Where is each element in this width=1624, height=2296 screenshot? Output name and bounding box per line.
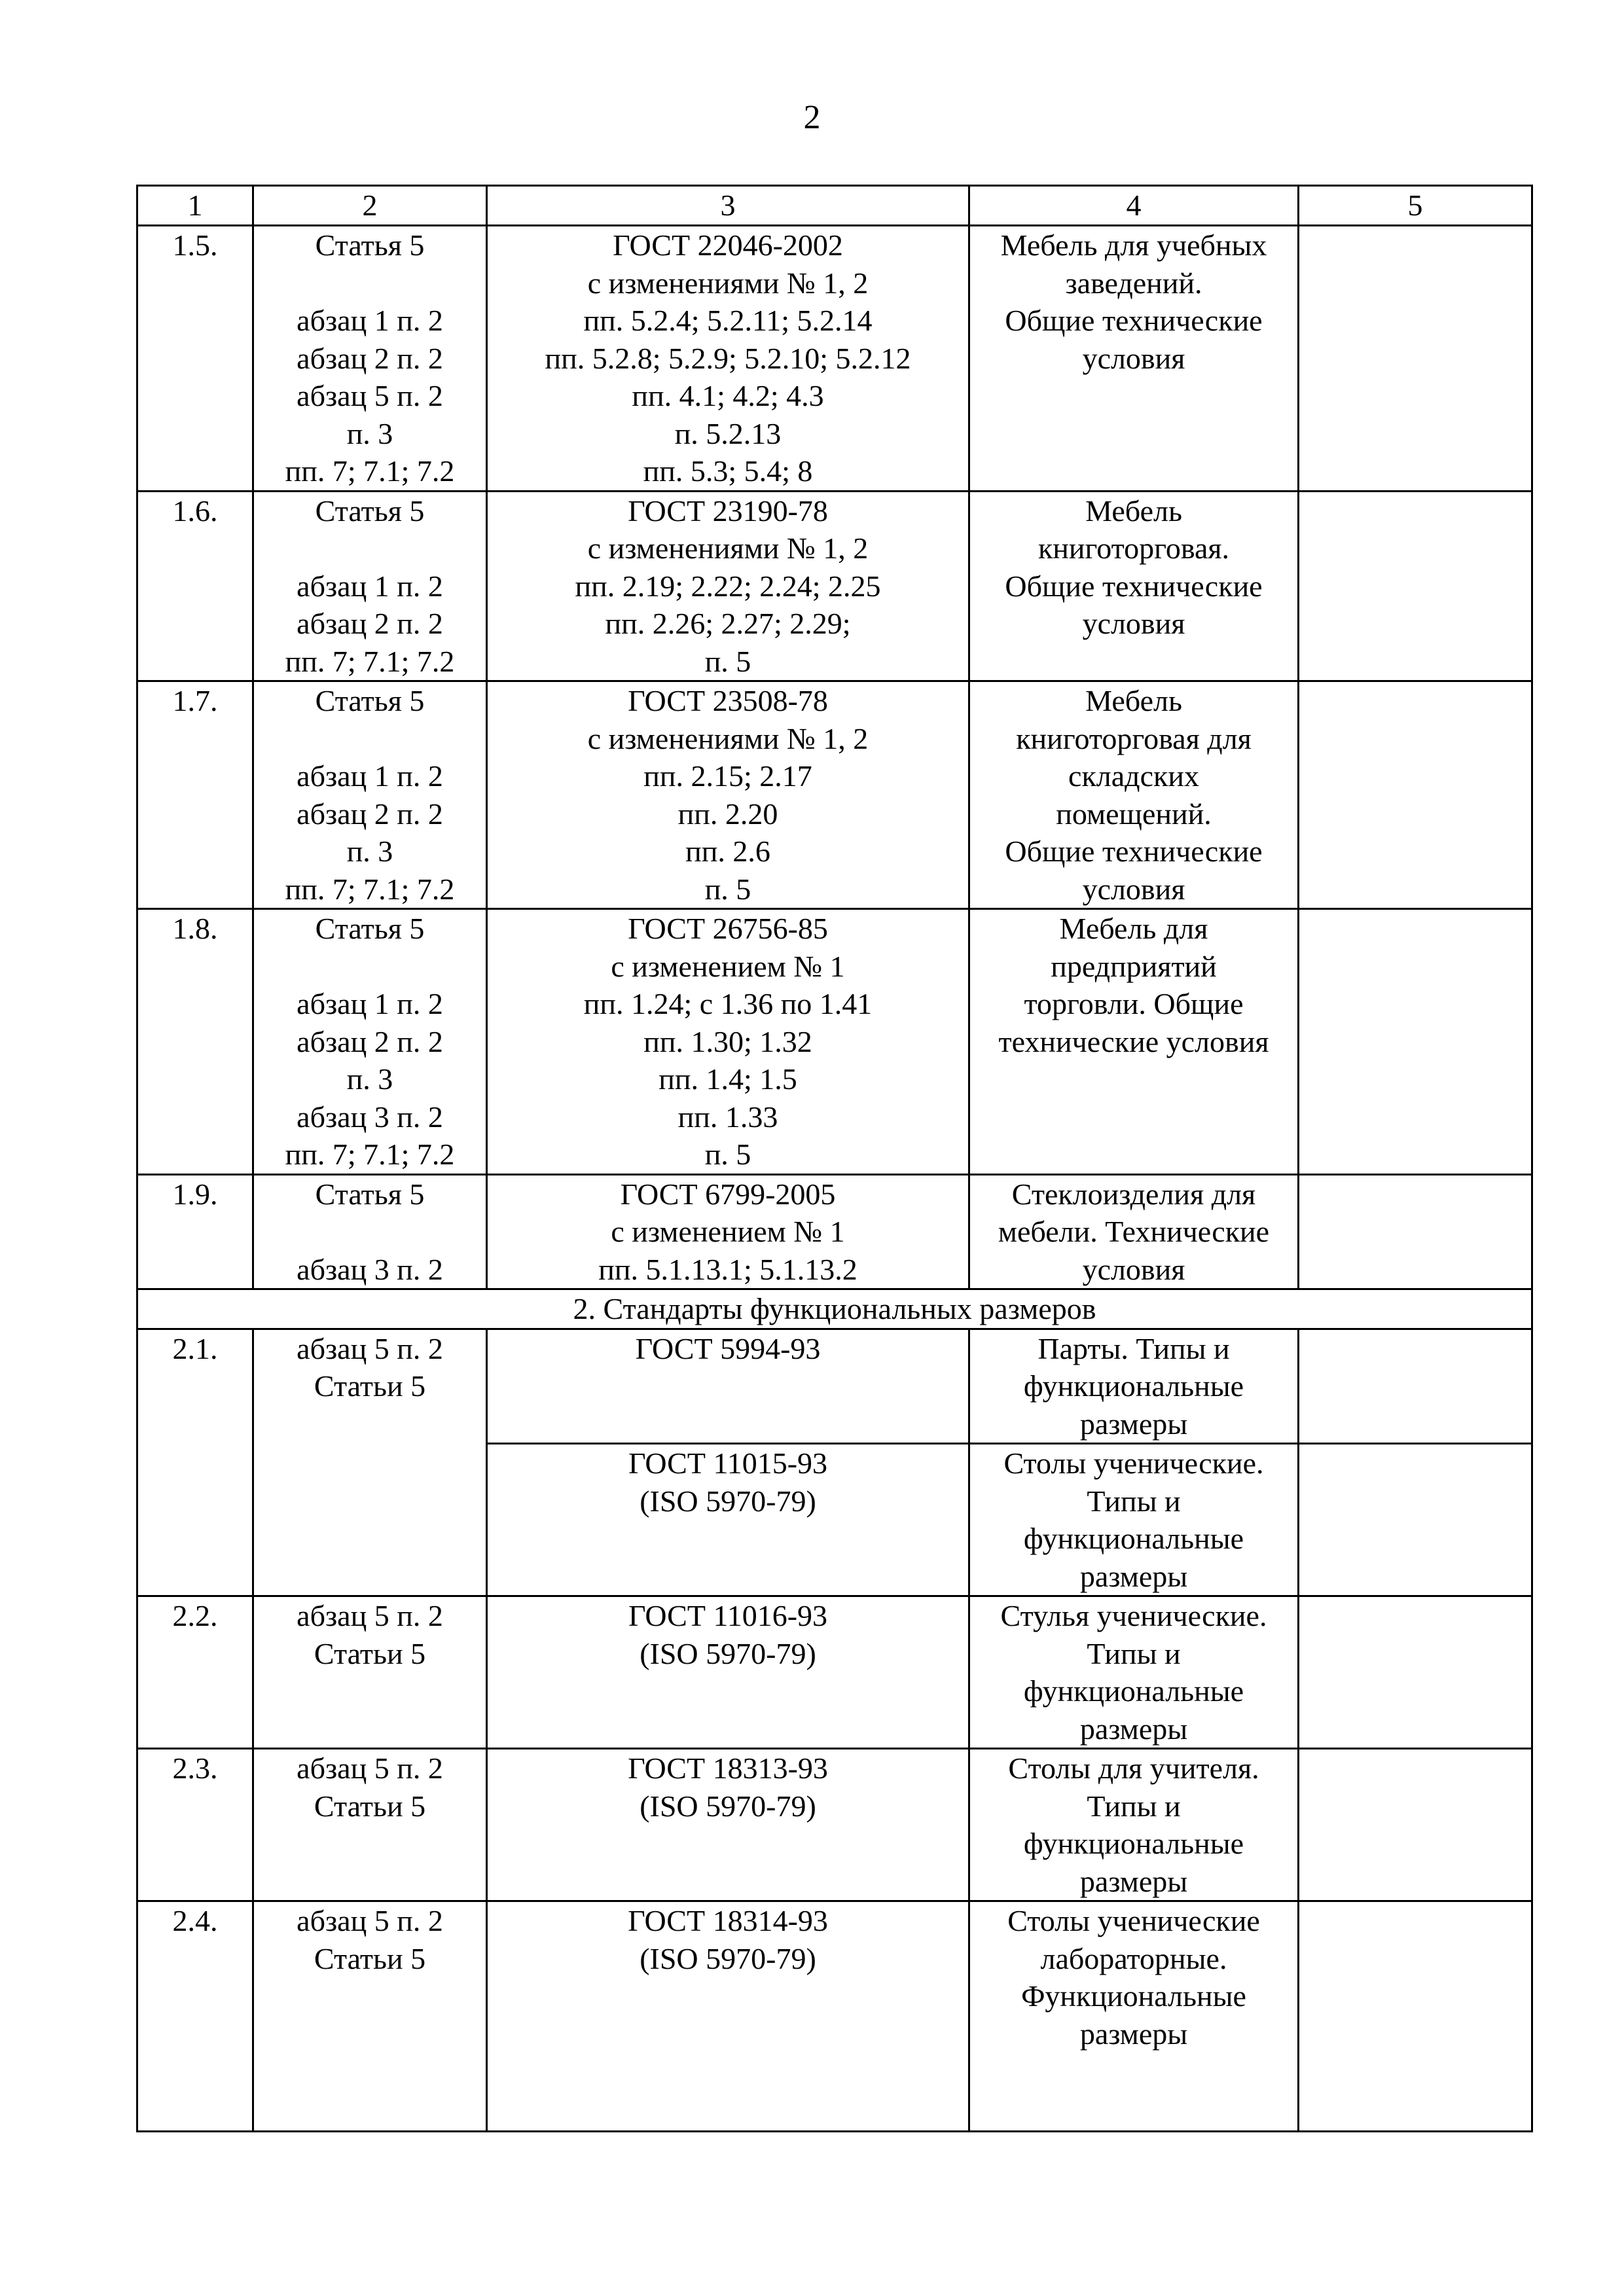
cell-line: Парты. Типы и	[1038, 1331, 1230, 1365]
cell-line: Столы ученические	[1007, 1904, 1260, 1937]
article-cell	[253, 1329, 487, 1596]
cell-line: размеры	[1079, 1559, 1188, 1593]
table-row	[137, 909, 1532, 1175]
cell-line: пп. 5.2.4; 5.2.11; 5.2.14	[583, 304, 873, 337]
row-number-cell: 2.1.	[137, 1329, 253, 1596]
page-number: 2	[803, 99, 821, 136]
cell-line: абзац 1 п. 2	[297, 569, 443, 603]
cell-line: пп. 2.20	[677, 797, 778, 831]
row-number-cell: 1.9.	[137, 1174, 253, 1289]
cell-line: ГОСТ 23508-78	[628, 684, 828, 717]
cell-line: ГОСТ 5994-93	[635, 1331, 821, 1365]
header-cell: 4	[969, 186, 1299, 226]
note-cell	[1299, 681, 1532, 909]
cell-line: ГОСТ 23190-78	[628, 493, 828, 528]
cell-line: условия	[1082, 872, 1185, 906]
cell-line: (ISO 5970-79)	[640, 1941, 816, 1975]
cell-line: Статья 5	[315, 493, 425, 528]
cell-line: абзац 2 п. 2	[297, 1024, 443, 1058]
cell-line: ГОСТ 11016-93	[628, 1599, 828, 1632]
cell-line: условия	[1082, 607, 1185, 640]
table-header-row	[137, 186, 1532, 226]
cell-line: книготорговая.	[1038, 531, 1230, 565]
article-cell	[253, 681, 487, 909]
cell-line: с изменением № 1	[611, 949, 845, 983]
article-cell	[253, 491, 487, 681]
title-cell	[969, 1174, 1299, 1289]
cell-line: Мебель для учебных	[1000, 228, 1267, 262]
title-cell	[969, 909, 1299, 1175]
header-cell: 1	[137, 186, 253, 226]
note-cell	[1299, 1596, 1532, 1749]
cell-line: Мебель для	[1059, 912, 1208, 945]
cell-line: пп. 2.6	[685, 834, 770, 868]
header-cell: 2	[253, 186, 487, 226]
standard-cell	[487, 681, 969, 909]
standard-cell	[487, 1329, 969, 1444]
cell-line: лабораторные.	[1040, 1941, 1227, 1975]
table-row	[137, 681, 1532, 909]
row-number-cell: 2.3.	[137, 1749, 253, 1901]
article-cell	[253, 226, 487, 492]
cell-line: с изменением № 1	[611, 1215, 845, 1248]
cell-line: абзац 5 п. 2	[297, 1904, 443, 1937]
title-cell	[969, 491, 1299, 681]
cell-line: пп. 4.1; 4.2; 4.3	[632, 379, 824, 412]
standard-cell	[487, 226, 969, 492]
note-cell	[1299, 1329, 1532, 1444]
cell-line	[258, 720, 482, 758]
cell-line: пп. 5.1.13.1; 5.1.13.2	[598, 1252, 857, 1286]
row-number-cell: 2.2.	[137, 1596, 253, 1749]
standard-cell	[487, 1174, 969, 1289]
row-number-cell: 1.8.	[137, 909, 253, 1175]
cell-line: Типы и	[1087, 1484, 1181, 1518]
row-number-cell: 1.5.	[137, 226, 253, 492]
title-cell	[969, 226, 1299, 492]
cell-line: пп. 1.33	[677, 1100, 778, 1134]
article-cell	[253, 909, 487, 1175]
standard-cell	[487, 1901, 969, 2132]
cell-line: предприятий	[1051, 949, 1217, 983]
cell-line: Статьи 5	[314, 1369, 426, 1403]
table-row	[137, 1174, 1532, 1289]
cell-line: пп. 2.26; 2.27; 2.29;	[605, 607, 851, 640]
cell-line: пп. 1.4; 1.5	[659, 1062, 797, 1096]
cell-line: Статьи 5	[314, 1789, 426, 1823]
cell-line: Общие технические	[1005, 569, 1263, 603]
cell-line: торговли. Общие	[1024, 987, 1244, 1020]
cell-line: п. 5	[704, 872, 751, 906]
cell-line: пп. 5.2.8; 5.2.9; 5.2.10; 5.2.12	[545, 341, 911, 375]
standard-cell	[487, 1749, 969, 1901]
cell-line: п. 5	[704, 1138, 751, 1171]
standards-table-body	[137, 186, 1532, 2132]
title-cell	[969, 1901, 1299, 2132]
header-cell: 3	[487, 186, 969, 226]
cell-line: Статьи 5	[314, 1636, 426, 1670]
cell-line: пп. 2.15; 2.17	[643, 759, 812, 793]
cell-line: (ISO 5970-79)	[640, 1636, 816, 1670]
cell-line: п. 3	[346, 416, 393, 450]
cell-line: абзац 1 п. 2	[297, 759, 443, 793]
cell-line: функциональные	[1023, 1522, 1244, 1555]
cell-line: ГОСТ 18314-93	[628, 1904, 828, 1937]
note-cell	[1299, 1444, 1532, 1596]
cell-line: Мебель	[1085, 684, 1182, 717]
cell-line	[258, 948, 482, 986]
cell-line: функциональные	[1023, 1674, 1244, 1708]
cell-line: Мебель	[1085, 493, 1182, 528]
table-row	[137, 1329, 1532, 1444]
note-cell	[1299, 1901, 1532, 2132]
row-number-cell: 1.7.	[137, 681, 253, 909]
cell-line: с изменениями № 1, 2	[587, 531, 869, 565]
cell-line: абзац 1 п. 2	[297, 987, 443, 1020]
cell-line: абзац 3 п. 2	[297, 1100, 443, 1134]
cell-line: (ISO 5970-79)	[640, 1484, 816, 1518]
cell-line: абзац 2 п. 2	[297, 797, 443, 831]
cell-line: размеры	[1079, 1407, 1188, 1441]
cell-line: с изменениями № 1, 2	[587, 266, 869, 300]
cell-line: условия	[1082, 341, 1185, 375]
cell-line: функциональные	[1023, 1827, 1244, 1860]
title-cell	[969, 1596, 1299, 1749]
table-row	[137, 1596, 1532, 1749]
article-cell	[253, 1901, 487, 2132]
cell-line: ГОСТ 22046-2002	[613, 228, 843, 262]
cell-line: заведений.	[1065, 266, 1202, 300]
cell-line: ГОСТ 11015-93	[628, 1446, 828, 1480]
cell-line: п. 3	[346, 834, 393, 868]
cell-line: пп. 7; 7.1; 7.2	[285, 454, 455, 488]
cell-line: ГОСТ 26756-85	[628, 912, 828, 945]
cell-line: условия	[1082, 1252, 1185, 1286]
cell-line: Столы ученические.	[1003, 1446, 1264, 1480]
cell-line: Статья 5	[315, 684, 425, 717]
cell-line: книготорговая для	[1016, 721, 1252, 755]
cell-line: пп. 7; 7.1; 7.2	[285, 872, 455, 906]
cell-line: с изменениями № 1, 2	[587, 721, 869, 755]
table-row	[137, 1901, 1532, 2132]
table-row	[137, 226, 1532, 492]
section-title: 2. Стандарты функциональных размеров	[137, 1289, 1532, 1329]
row-number-cell: 1.6.	[137, 491, 253, 681]
cell-line: пп. 2.19; 2.22; 2.24; 2.25	[575, 569, 881, 603]
section-title-row	[137, 1289, 1532, 1329]
cell-line: Стеклоизделия для	[1011, 1177, 1256, 1211]
cell-line: помещений.	[1056, 797, 1212, 831]
note-cell	[1299, 909, 1532, 1175]
standard-cell	[487, 1596, 969, 1749]
cell-line: Типы и	[1087, 1636, 1181, 1670]
cell-line: абзац 5 п. 2	[297, 1751, 443, 1785]
cell-line	[258, 1213, 482, 1251]
article-cell	[253, 1174, 487, 1289]
note-cell	[1299, 491, 1532, 681]
header-cell: 5	[1299, 186, 1532, 226]
table-row	[137, 1749, 1532, 1901]
title-cell	[969, 681, 1299, 909]
cell-line: ГОСТ 6799-2005	[620, 1177, 836, 1211]
cell-line: мебели. Технические	[998, 1215, 1270, 1248]
table-row	[137, 491, 1532, 681]
cell-line: размеры	[1079, 1864, 1188, 1898]
cell-line: Статья 5	[315, 912, 425, 945]
note-cell	[1299, 226, 1532, 492]
cell-line: Функциональные	[1021, 1979, 1246, 2013]
cell-line: п. 5	[704, 644, 751, 678]
note-cell	[1299, 1174, 1532, 1289]
standard-cell	[487, 909, 969, 1175]
standards-table	[136, 185, 1533, 2132]
cell-line: абзац 5 п. 2	[297, 1331, 443, 1365]
cell-line: ГОСТ 18313-93	[628, 1751, 828, 1785]
cell-line: Общие технические	[1005, 834, 1263, 868]
cell-line: размеры	[1079, 1712, 1188, 1746]
cell-line: абзац 2 п. 2	[297, 607, 443, 640]
article-cell	[253, 1596, 487, 1749]
cell-line: абзац 5 п. 2	[297, 379, 443, 412]
cell-line: Статья 5	[315, 1177, 425, 1211]
cell-line: п. 3	[346, 1062, 393, 1096]
cell-line: размеры	[1079, 2017, 1188, 2051]
cell-line: абзац 2 п. 2	[297, 341, 443, 375]
cell-line	[258, 264, 482, 302]
cell-line: п. 5.2.13	[674, 416, 782, 450]
cell-line: пп. 1.24; с 1.36 по 1.41	[583, 987, 873, 1020]
standard-cell	[487, 1444, 969, 1596]
cell-line	[258, 529, 482, 567]
title-cell	[969, 1444, 1299, 1596]
cell-line: абзац 3 п. 2	[297, 1252, 443, 1286]
cell-line: пп. 7; 7.1; 7.2	[285, 1138, 455, 1171]
cell-line: технические условия	[998, 1024, 1269, 1058]
note-cell	[1299, 1749, 1532, 1901]
article-cell	[253, 1749, 487, 1901]
cell-line: Типы и	[1087, 1789, 1181, 1823]
cell-line: абзац 5 п. 2	[297, 1599, 443, 1632]
cell-line: пп. 7; 7.1; 7.2	[285, 644, 455, 678]
cell-line: пп. 5.3; 5.4; 8	[643, 454, 813, 488]
cell-line: Общие технические	[1005, 304, 1263, 337]
cell-line: пп. 1.30; 1.32	[643, 1024, 812, 1058]
row-number-cell: 2.4.	[137, 1901, 253, 2132]
cell-line: абзац 1 п. 2	[297, 304, 443, 337]
cell-line: Статья 5	[315, 228, 425, 262]
standard-cell	[487, 491, 969, 681]
cell-line: функциональные	[1023, 1369, 1244, 1403]
cell-line: Стулья ученические.	[1000, 1599, 1267, 1632]
title-cell	[969, 1749, 1299, 1901]
cell-line: складских	[1068, 759, 1199, 793]
title-cell	[969, 1329, 1299, 1444]
cell-line: Статьи 5	[314, 1941, 426, 1975]
cell-line: Столы для учителя.	[1008, 1751, 1259, 1785]
cell-line: (ISO 5970-79)	[640, 1789, 816, 1823]
